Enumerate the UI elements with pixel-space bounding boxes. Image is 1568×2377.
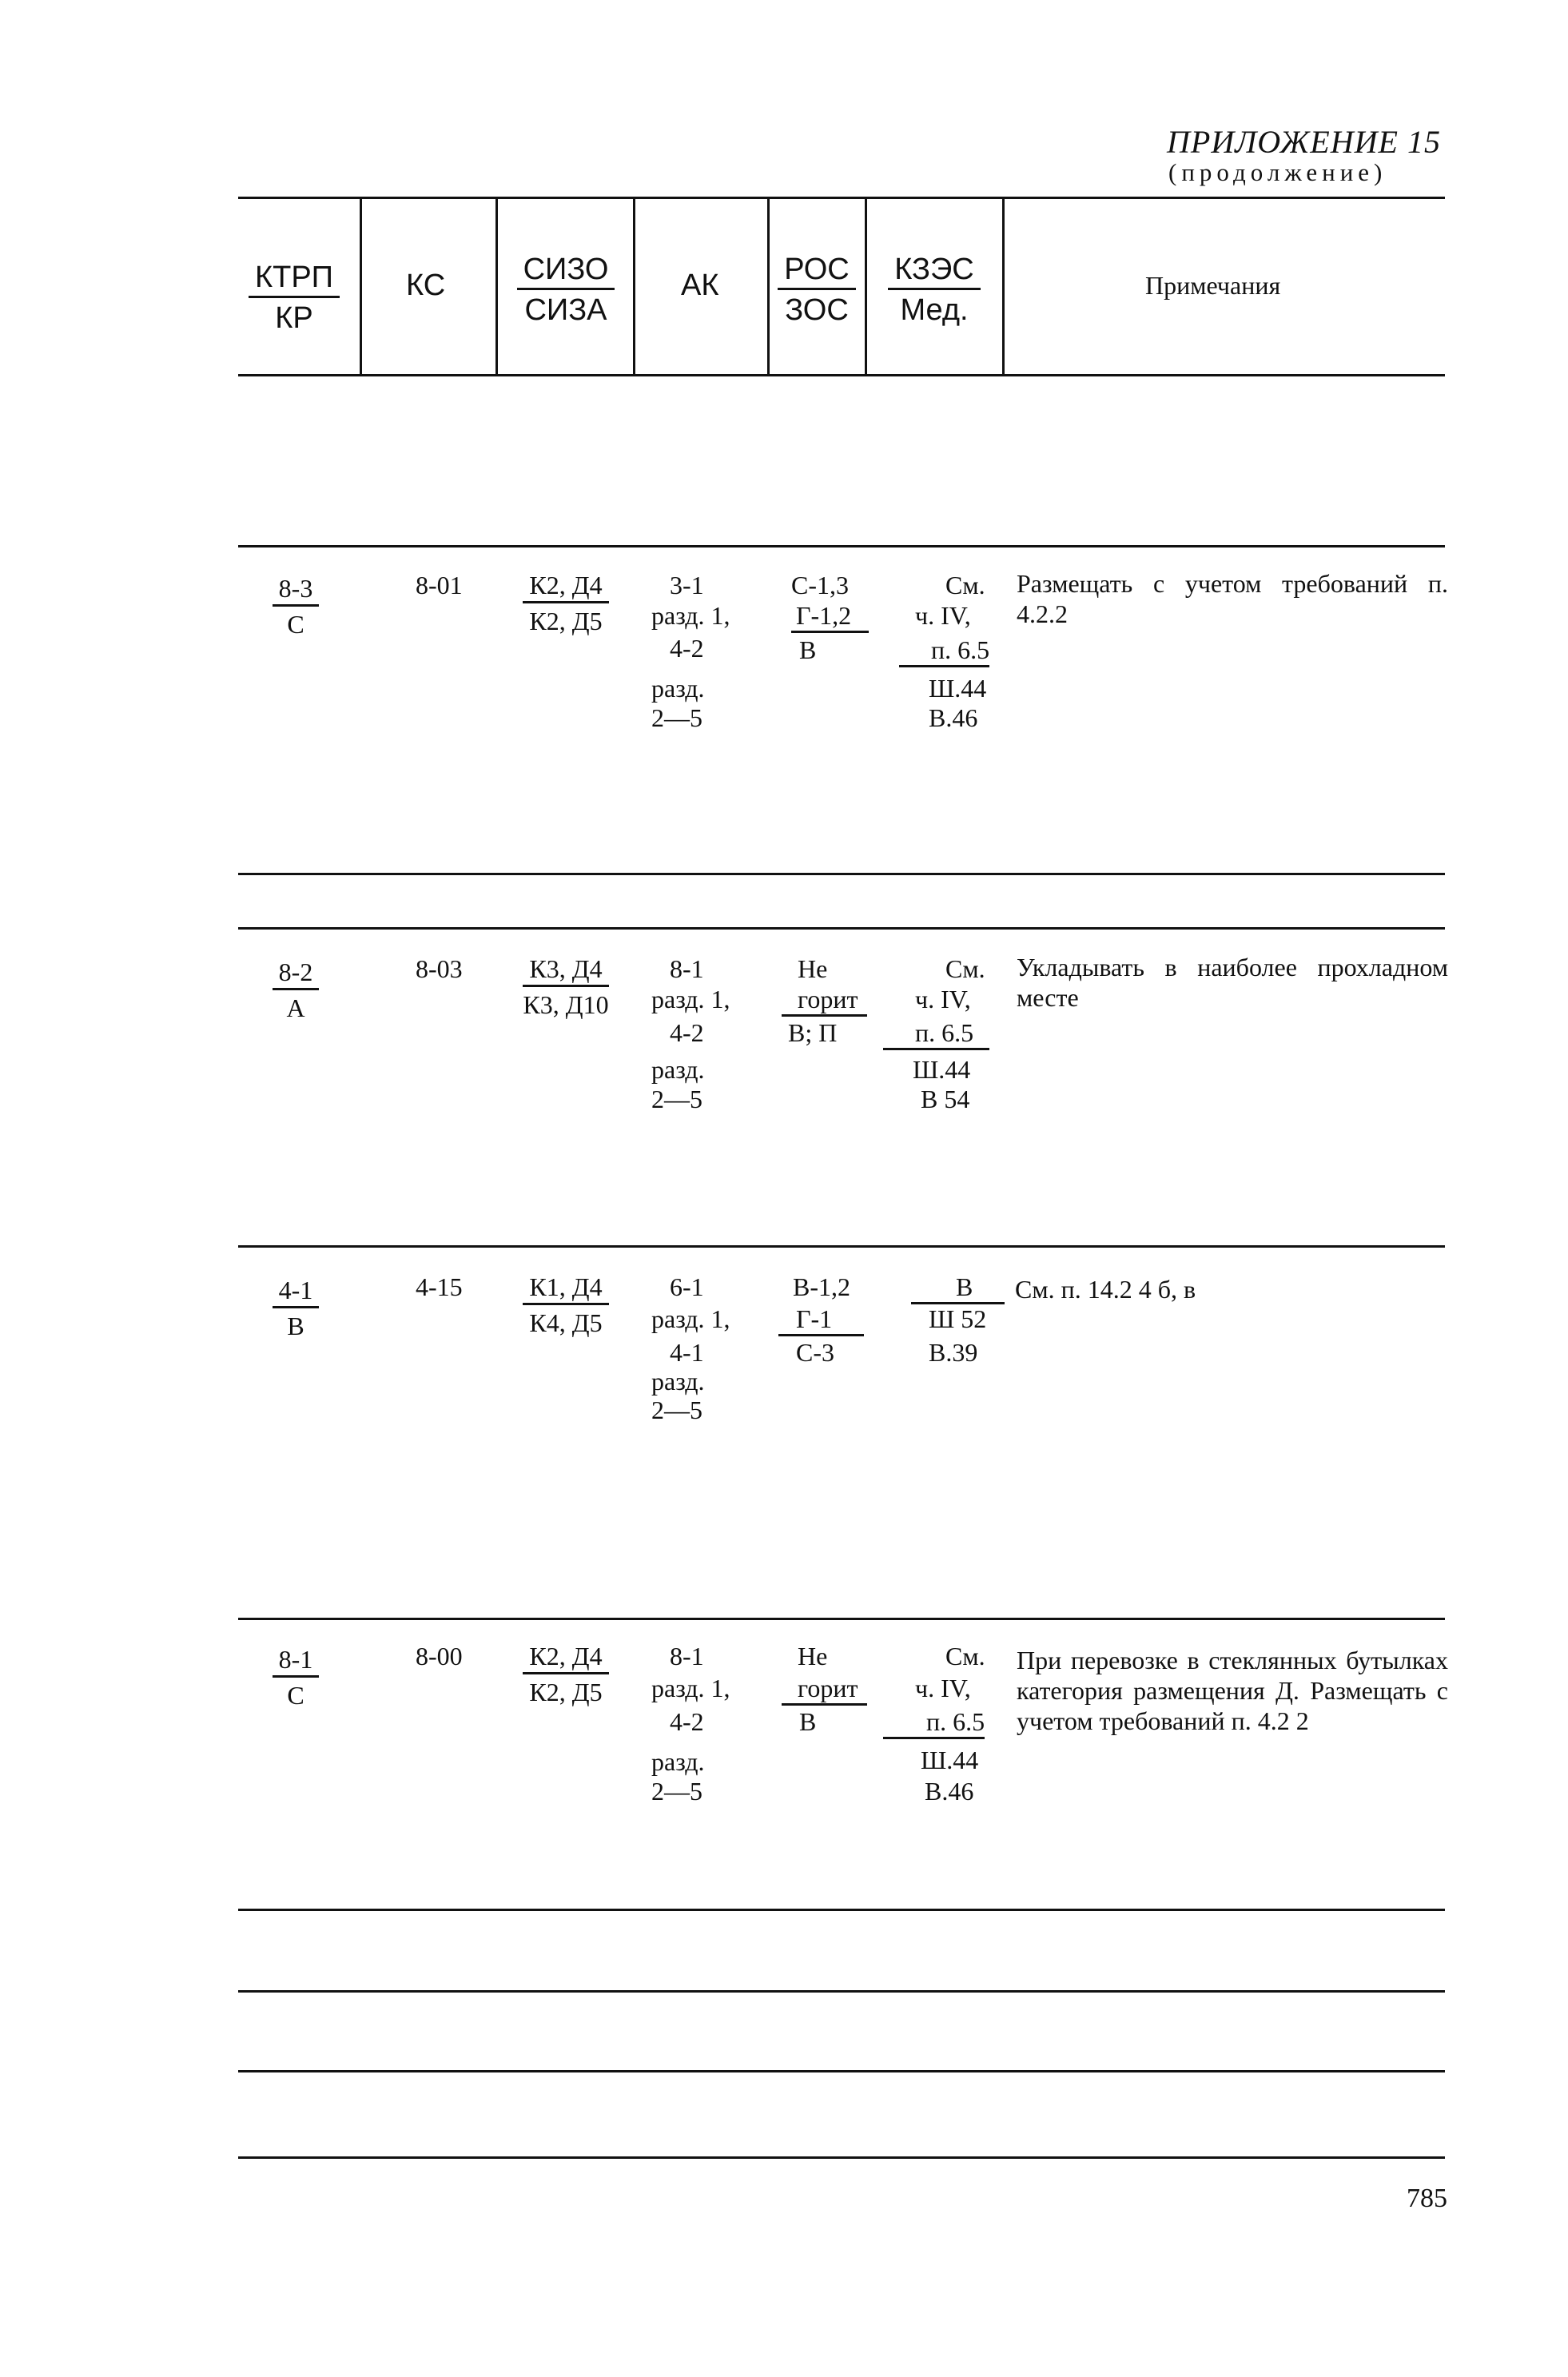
cell-kzes-line: п. 6.5 <box>883 1709 985 1739</box>
appendix-title: ПРИЛОЖЕНИЕ 15 <box>1167 124 1441 160</box>
cell-ktrp: 8-2 <box>273 959 320 990</box>
cell-ktrp-kr <box>232 575 360 637</box>
cell-kr: С <box>287 1681 304 1710</box>
cell-med-line: Ш.44 <box>929 674 987 703</box>
header-kzes: КЗЭС <box>888 254 980 290</box>
cell-sizo: К2, Д4 <box>523 572 608 603</box>
cell-ros-line: Не <box>798 954 828 983</box>
cell-kzes-line: ч. IV, <box>915 985 971 1013</box>
cell-ak-line: разд. <box>651 1367 705 1396</box>
cell-ak-line: разд. 1, <box>651 985 730 1013</box>
header-ktrp: КТРП <box>249 262 340 298</box>
cell-sizo-siza <box>499 956 633 1017</box>
cell-ros-line: В <box>799 635 817 664</box>
cell-ak-line: 2—5 <box>651 703 702 732</box>
cell-ak-line: 8-1 <box>670 954 704 983</box>
cell-ros-line: С-3 <box>796 1338 834 1367</box>
cell-ktrp: 8-3 <box>273 575 320 607</box>
header-col-divider <box>767 198 770 374</box>
cell-sizo-siza <box>499 1643 633 1705</box>
cell-med-line: Ш 52 <box>929 1304 987 1333</box>
cell-siza: К2, Д5 <box>529 1678 603 1706</box>
cell-ktrp-kr <box>232 1646 360 1708</box>
header-sizo-siza <box>500 254 631 325</box>
cell-kzes-line: См. <box>945 1642 985 1670</box>
cell-ktrp: 4-1 <box>273 1277 320 1308</box>
header-col-divider <box>495 198 498 374</box>
cell-ak-line: 6-1 <box>670 1272 704 1301</box>
header-kzes-med <box>868 254 1001 325</box>
cell-ktrp-kr <box>232 959 360 1021</box>
header-ros-zos <box>770 254 863 325</box>
cell-sizo-siza <box>499 572 633 634</box>
cell-ak-line: разд. <box>651 1747 705 1776</box>
cell-ak-line: 3-1 <box>670 571 704 599</box>
cell-ak-line: разд. 1, <box>651 1304 730 1333</box>
header-kr: КР <box>275 301 313 335</box>
row-separator <box>238 1618 1445 1620</box>
cell-note: Укладывать в наиболее прохладном месте <box>1017 953 1448 1012</box>
empty-row-rule <box>238 1909 1445 1911</box>
cell-ak-line: 2—5 <box>651 1396 702 1424</box>
row-separator <box>238 927 1445 930</box>
cell-ros-line: горит <box>782 1675 867 1706</box>
cell-sizo: К3, Д4 <box>523 956 608 987</box>
cell-ros-line: В <box>799 1707 817 1736</box>
table-bottom-rule <box>238 2156 1445 2159</box>
cell-ak-line: 8-1 <box>670 1642 704 1670</box>
cell-kzes-line: В <box>911 1274 1005 1304</box>
header-notes: Примечания <box>1145 271 1281 300</box>
cell-ak-line: 4-1 <box>670 1338 704 1367</box>
cell-ak-line: 2—5 <box>651 1085 702 1113</box>
cell-ak-line: 2—5 <box>651 1777 702 1806</box>
row-separator <box>238 873 1445 875</box>
cell-siza: К4, Д5 <box>529 1308 603 1337</box>
cell-med-line: Ш.44 <box>921 1746 979 1774</box>
header-ks: КС <box>406 269 446 302</box>
header-col-divider <box>865 198 867 374</box>
cell-med-line: Ш.44 <box>913 1055 971 1084</box>
cell-ktrp: 8-1 <box>273 1646 320 1678</box>
cell-kr: А <box>286 993 305 1022</box>
header-col-divider <box>1002 198 1005 374</box>
empty-row-rule <box>238 1990 1445 1993</box>
cell-ks: 4-15 <box>416 1272 463 1301</box>
cell-kzes-line: См. <box>945 954 985 983</box>
cell-ks: 8-03 <box>416 954 463 983</box>
cell-med-line: В.46 <box>925 1777 974 1806</box>
header-ktrp-kr <box>229 262 360 333</box>
cell-siza: К2, Д5 <box>529 607 603 635</box>
cell-ak-line: 4-2 <box>670 634 704 663</box>
header-siza: СИЗА <box>524 293 607 327</box>
cell-kzes-line: п. 6.5 <box>883 1020 989 1050</box>
cell-kzes-line: ч. IV, <box>915 1674 971 1702</box>
cell-ks: 8-01 <box>416 571 463 599</box>
header-col-divider <box>360 198 362 374</box>
header-med: Мед. <box>900 293 969 327</box>
cell-ks: 8-00 <box>416 1642 463 1670</box>
appendix-subtitle: (продолжение) <box>1168 158 1387 186</box>
cell-ros-line: Г-1,2 <box>791 603 869 633</box>
page-number: 785 <box>1407 2184 1447 2213</box>
cell-ros-line: Не <box>798 1642 828 1670</box>
cell-ros-line: В; П <box>788 1018 838 1047</box>
cell-ros-line: В-1,2 <box>793 1272 850 1301</box>
cell-note: См. п. 14.2 4 б, в <box>1015 1275 1196 1304</box>
header-col-divider <box>633 198 635 374</box>
cell-ros-line: горит <box>782 986 867 1017</box>
cell-ak-line: разд. <box>651 674 705 703</box>
cell-sizo-siza <box>499 1274 633 1336</box>
empty-row-rule <box>238 2070 1445 2072</box>
cell-ros-line: Г-1 <box>778 1306 864 1336</box>
cell-med-line: В 54 <box>921 1085 970 1113</box>
table-header-rule <box>238 374 1445 376</box>
header-zos: ЗОС <box>785 293 849 327</box>
cell-note: При перевозке в стеклянных бутылках категория размещения Д. Размещать с учетом требований п. 4.2 2 <box>1017 1646 1448 1735</box>
cell-med-line: В.46 <box>929 703 978 732</box>
table-top-rule <box>238 197 1445 199</box>
cell-siza: К3, Д10 <box>523 990 609 1019</box>
cell-ak-line: разд. 1, <box>651 601 730 630</box>
row-separator <box>238 1245 1445 1248</box>
header-sizo: СИЗО <box>517 254 615 290</box>
cell-ak-line: разд. <box>651 1055 705 1084</box>
cell-kr: С <box>287 610 304 639</box>
header-ak: АК <box>681 269 719 302</box>
cell-ktrp-kr <box>232 1277 360 1339</box>
cell-sizo: К1, Д4 <box>523 1274 608 1305</box>
cell-kr: В <box>287 1312 304 1340</box>
cell-note: Размещать с учетом требований п. 4.2.2 <box>1017 569 1448 628</box>
header-ros: РОС <box>778 254 856 290</box>
cell-ak-line: 4-2 <box>670 1707 704 1736</box>
cell-kzes-line: См. <box>945 571 985 599</box>
cell-kzes-line: п. 6.5 <box>899 637 989 667</box>
cell-ak-line: 4-2 <box>670 1018 704 1047</box>
cell-ak-line: разд. 1, <box>651 1674 730 1702</box>
cell-sizo: К2, Д4 <box>523 1643 608 1674</box>
row-separator <box>238 545 1445 547</box>
cell-kzes-line: ч. IV, <box>915 601 971 630</box>
cell-med-line: В.39 <box>929 1338 978 1367</box>
cell-ros-line: С-1,3 <box>791 571 849 599</box>
